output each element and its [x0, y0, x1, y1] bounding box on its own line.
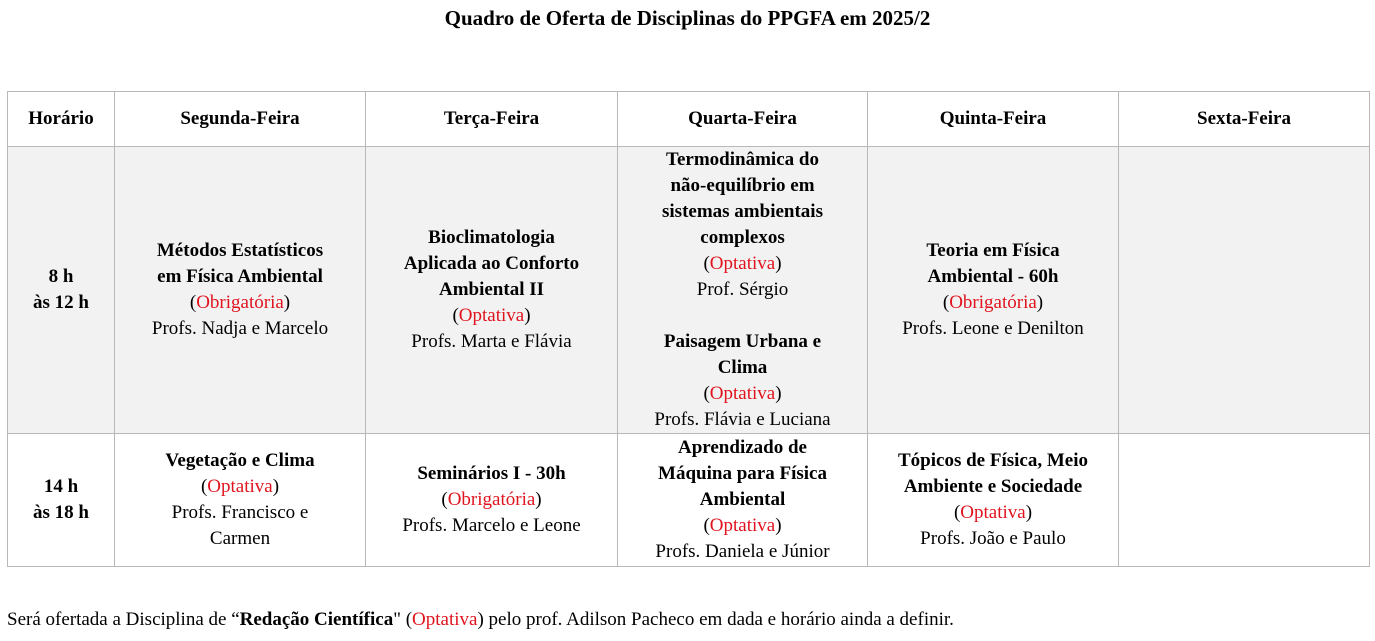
- course-name-line: Ambiental - 60h: [927, 266, 1059, 287]
- course-professors: Profs. Flávia e Luciana: [654, 409, 831, 430]
- course-name-line: sistemas ambientais: [662, 201, 823, 222]
- course-name-line: em Física Ambiental: [157, 266, 323, 287]
- course-type: (Optativa): [703, 515, 782, 536]
- afternoon-row: [8, 434, 1370, 567]
- course-type-label: Obrigatória: [196, 292, 284, 313]
- course-type: (Optativa): [953, 502, 1033, 523]
- course-professors: Profs. Daniela e Júnior: [655, 541, 830, 562]
- course-type: (Optativa): [452, 305, 531, 326]
- course-separator: [624, 303, 861, 329]
- footnote-course-type: Optativa: [412, 609, 478, 630]
- afternoon-time-end: às 18 h: [33, 502, 89, 523]
- morning-monday-cell: [115, 147, 366, 434]
- header-wednesday: Quarta-Feira: [618, 92, 868, 147]
- course-name-line: complexos: [700, 227, 785, 248]
- course-professors: Profs. Francisco e: [171, 502, 309, 523]
- course-name-line: Métodos Estatísticos: [156, 240, 324, 261]
- morning-friday-cell: [1119, 147, 1370, 434]
- header-tuesday: Terça-Feira: [366, 92, 618, 147]
- course-professors: Profs. Marcelo e Leone: [402, 515, 581, 536]
- course-name-line: Máquina para Física: [658, 463, 827, 484]
- footnote: [7, 607, 954, 633]
- afternoon-monday-cell: [115, 434, 366, 567]
- morning-thursday-cell: [868, 147, 1119, 434]
- course-name-line: Ambiental: [699, 489, 786, 510]
- footnote-suffix: ) pelo prof. Adilson Pacheco em dada e horário ainda a definir.: [477, 609, 954, 630]
- course-name-line: Aplicada ao Conforto: [403, 253, 580, 274]
- afternoon-thursday-cell: [868, 434, 1119, 567]
- course-type: (Optativa): [200, 476, 280, 497]
- footnote-course-name: Redação Científica: [239, 609, 394, 630]
- header-row: [8, 92, 1370, 147]
- course-name-line: Vegetação e Clima: [165, 450, 315, 471]
- afternoon-tuesday-cell: [366, 434, 618, 567]
- course-type: (Obrigatória): [942, 292, 1044, 313]
- afternoon-wednesday-cell: [618, 434, 868, 567]
- course-type-label: Obrigatória: [949, 292, 1037, 313]
- course-type-label: Optativa: [458, 305, 525, 326]
- morning-tuesday-cell: [366, 147, 618, 434]
- course-type: (Obrigatória): [189, 292, 291, 313]
- course-professors: Profs. Nadja e Marcelo: [151, 318, 329, 339]
- course-professors: Profs. Leone e Denilton: [902, 318, 1084, 339]
- course-name-line: Paisagem Urbana e: [663, 331, 822, 352]
- course-type-label: Optativa: [709, 383, 776, 404]
- course-type: (Optativa): [703, 253, 782, 274]
- course-name-line: Clima: [717, 357, 768, 378]
- schedule-table: [7, 91, 1370, 567]
- course-professors: Prof. Sérgio: [696, 279, 789, 300]
- morning-time-start: 8 h: [48, 266, 74, 287]
- header-time: Horário: [8, 92, 115, 147]
- morning-time-end: às 12 h: [33, 292, 89, 313]
- course-type-label: Optativa: [709, 515, 776, 536]
- course-name-line: Seminários I - 30h: [417, 463, 566, 484]
- course-name-line: Termodinâmica do: [666, 149, 819, 170]
- footnote-prefix: Será ofertada a Disciplina de “: [7, 609, 240, 630]
- course-name-line: não-equilíbrio em: [670, 175, 815, 196]
- afternoon-time-start: 14 h: [43, 476, 79, 497]
- morning-wednesday-cell: [618, 147, 868, 434]
- course-type-label: Optativa: [709, 253, 776, 274]
- afternoon-time-cell: [8, 434, 115, 567]
- course-type-label: Obrigatória: [447, 489, 536, 510]
- course-type: (Obrigatória): [441, 489, 542, 510]
- course-type-label: Optativa: [960, 502, 1026, 523]
- course-professors: Profs. Marta e Flávia: [411, 331, 572, 352]
- course-name-line: Teoria em Física: [926, 240, 1060, 261]
- course-name-line: Ambiental II: [438, 279, 545, 300]
- header-monday: Segunda-Feira: [115, 92, 366, 147]
- morning-row: [8, 147, 1370, 434]
- course-name-line: Aprendizado de: [678, 437, 807, 458]
- afternoon-friday-cell: [1119, 434, 1370, 567]
- page-title: Quadro de Oferta de Disciplinas do PPGFA em 2025/2: [444, 6, 931, 30]
- header-friday: Sexta-Feira: [1119, 92, 1370, 147]
- morning-time-cell: [8, 147, 115, 434]
- footnote-mid: " (: [393, 609, 413, 630]
- course-name-line: Tópicos de Física, Meio: [898, 450, 1088, 471]
- course-type-label: Optativa: [207, 476, 273, 497]
- course-type: (Optativa): [703, 383, 782, 404]
- course-name-line: Bioclimatologia: [428, 227, 555, 248]
- header-thursday: Quinta-Feira: [868, 92, 1119, 147]
- course-professors: Profs. João e Paulo: [920, 528, 1066, 549]
- course-name-line: Ambiente e Sociedade: [903, 476, 1083, 497]
- course-professors: Carmen: [209, 528, 271, 549]
